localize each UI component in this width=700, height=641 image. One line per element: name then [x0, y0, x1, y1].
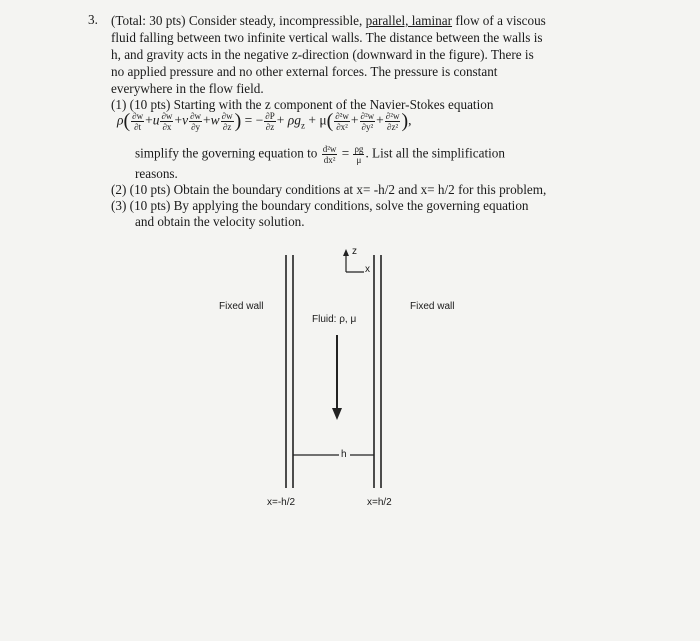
- part-3-text-b: and obtain the velocity solution.: [135, 214, 305, 229]
- left-wall-position: x=-h/2: [267, 497, 296, 508]
- gravity-arrow-head: [332, 408, 342, 420]
- problem-line-4: no applied pressure and no other external forces. The pressure is constant: [111, 64, 498, 79]
- part-2-text: (2) (10 pts) Obtain the boundary conditions at x= -h/2 and x= h/2 for this problem,: [111, 182, 547, 197]
- x-axis-label: x: [365, 264, 370, 275]
- problem-line-2: fluid falling between two infinite vertical walls. The distance between the walls is: [111, 30, 543, 45]
- z-axis-label: z: [352, 246, 357, 257]
- part-3-text-a: (3) (10 pts) By applying the boundary conditions, solve the governing equation: [111, 198, 529, 213]
- reasons-text: reasons.: [135, 166, 178, 181]
- problem-line-3: h, and gravity acts in the negative z-direction (downward in the figure). There is: [111, 47, 534, 62]
- right-wall-position: x=h/2: [367, 497, 392, 508]
- z-axis-arrowhead: [343, 249, 349, 256]
- problem-line-1: (Total: 30 pts) Consider steady, incompressible, parallel, laminar flow of a viscous: [111, 13, 546, 28]
- problem-line-5: everywhere in the flow field.: [111, 81, 264, 96]
- right-wall-label: Fixed wall: [410, 301, 455, 312]
- left-wall-label: Fixed wall: [219, 301, 264, 312]
- h-label: h: [341, 449, 347, 460]
- problem-number: 3.: [88, 12, 98, 27]
- simplify-line: simplify the governing equation to $\frac{\text{d²w}}{\text{dx²}}$ = $\frac{\rho g}{\mu}$ . List all the simplification: [135, 144, 505, 165]
- navier-stokes-equation: ρ( $\frac{\partial w}{\partial t}$ +u $\frac{\partial w}{\partial x}$ +v $\frac{\partial w}{\partial y}$ +w $\frac{\partial w}{\partial z}$ ) = − $\frac{\partial P}{\partial z}$ + $\rho g_z + \mu$( $\frac{\text{∂²w}}{\text{∂x²}}$ + $\frac{\text{∂²w}}{\text{∂y²}}$ + $\frac{\text{∂²w}}{\text{∂z²}}$ ),: [117, 110, 412, 132]
- part-1-text: (1) (10 pts) Starting with the z component of the Navier-Stokes equation: [111, 97, 494, 112]
- fluid-label: Fluid: ρ, μ: [312, 314, 357, 325]
